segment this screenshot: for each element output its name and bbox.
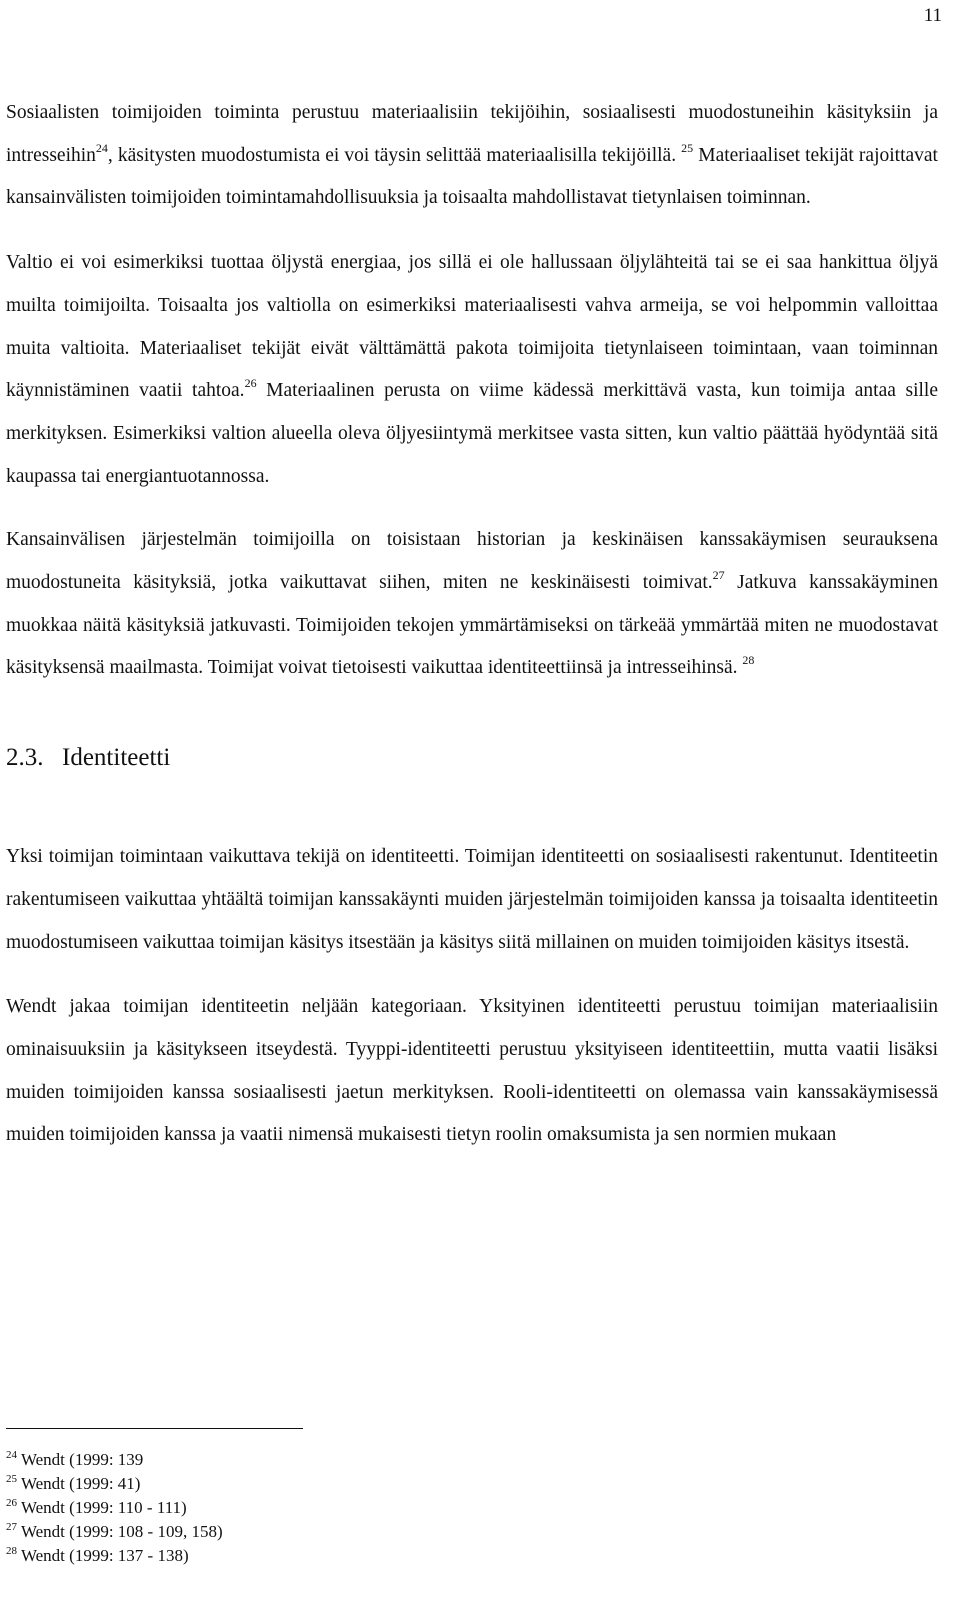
footnote-27: $^{27}$ Wendt (1999: 108 - 109, 158) <box>6 1521 223 1541</box>
footnote-26: $^{26}$ Wendt (1999: 110 - 111) <box>6 1497 187 1517</box>
section-heading <box>6 738 938 778</box>
footnote-28: $^{28}$ Wendt (1999: 137 - 138) <box>6 1545 189 1565</box>
paragraph-2: Valtio ei voi esimerkiksi tuottaa öljystä energiaa, jos sillä ei ole hallussaan öljylähteitä tai se ei saa hankittua öljyä muilta toimijoilta. Toisaalta jos valtiolla on esimerkiksi materiaalisesti vahva armeija, se voi helpommin valloittaa muita valtioita. Materiaaliset tekijät eivät välttämättä pakota toimijoita tietynlaiseen toimintaan, vaan toiminnan käynnistäminen vaatii tahtoa.$^{26}$ Materiaalinen perusta on viime kädessä merkittävä vasta, kun toimija antaa sille merkityksen. Esimerkiksi valtion alueella oleva öljyesiintymä merkitsee vasta sitten, kun valtio päättää hyödyntää sitä kaupassa tai energiantuotannossa. <box>6 252 938 487</box>
paragraph-4: Yksi toimijan toimintaan vaikuttava tekijä on identiteetti. Toimijan identiteetti on sosiaalisesti rakentunut. Identiteetin rakentumiseen vaikuttaa yhtäältä toimijan kanssakäynti muiden järjestelmän toimijoiden kanssa ja toisaalta identiteetin muodostumiseen vaikuttaa toimijan käsitys itsestään ja käsitys siitä millainen on muiden toimijoiden käsitys itsestä. <box>6 846 938 953</box>
footnotes <box>6 1448 506 1568</box>
footnote-ref-26[interactable]: 26 <box>244 376 257 391</box>
footnote-separator <box>6 1428 303 1429</box>
document-body <box>6 92 938 1157</box>
page-number: 11 <box>923 5 942 26</box>
footnote-ref-24[interactable]: 24 <box>95 140 108 155</box>
paragraph-3: Kansainvälisen järjestelmän toimijoilla on toisistaan historian ja keskinäisen kanssakäymisen seurauksena muodostuneita käsityksiä, jotka vaikuttavat siihen, miten ne keskinäisesti toimivat.$^{27}$ Jatkuva kanssakäyminen muokkaa näitä käsityksiä jatkuvasti. Toimijoiden tekojen ymmärtämiseksi on tärkeää ymmärtää miten ne muodostavat käsityksensä maailmasta. Toimijat voivat tietoisesti vaikuttaa identiteettiinsä ja intresseihinsä. $^{28}$ <box>6 529 938 679</box>
paragraph-1: Sosiaalisten toimijoiden toiminta perustuu materiaalisiin tekijöihin, sosiaalisesti muodostuneihin käsityksiin ja intresseihin$^{24}$, käsitysten muodostumista ei voi täysin selittää materiaalisilla tekijöillä. $^{25}$ Materiaaliset tekijät rajoittavat kansainvälisten toimijoiden toimintamahdollisuuksia ja toisaalta mahdollistavat tietynlaisen toiminnan. <box>6 102 938 209</box>
footnote-ref-27[interactable]: 27 <box>712 568 725 583</box>
section-number: 2.3. <box>6 744 44 772</box>
section-title: Identiteetti <box>62 744 171 772</box>
footnote-ref-25[interactable]: 25 <box>681 140 694 155</box>
footnote-ref-28[interactable]: 28 <box>742 653 755 668</box>
footnote-25: $^{25}$ Wendt (1999: 41) <box>6 1473 141 1493</box>
paragraph-5: Wendt jakaa toimijan identiteetin neljään kategoriaan. Yksityinen identiteetti perustuu toimijan materiaalisiin ominaisuuksiin ja käsitykseen itseydestä. Tyyppi-identiteetti perustuu yksityiseen identiteettiin, mutta vaatii lisäksi muiden toimijoiden kanssa sosiaalisesti jaetun merkityksen. Rooli-identiteetti on olemassa vain kanssakäymisessä muiden toimijoiden kanssa ja vaatii nimensä mukaisesti tietyn roolin omaksumista ja sen normien mukaan <box>6 996 938 1146</box>
footnote-24: $^{24}$ Wendt (1999: 139 <box>6 1449 144 1469</box>
